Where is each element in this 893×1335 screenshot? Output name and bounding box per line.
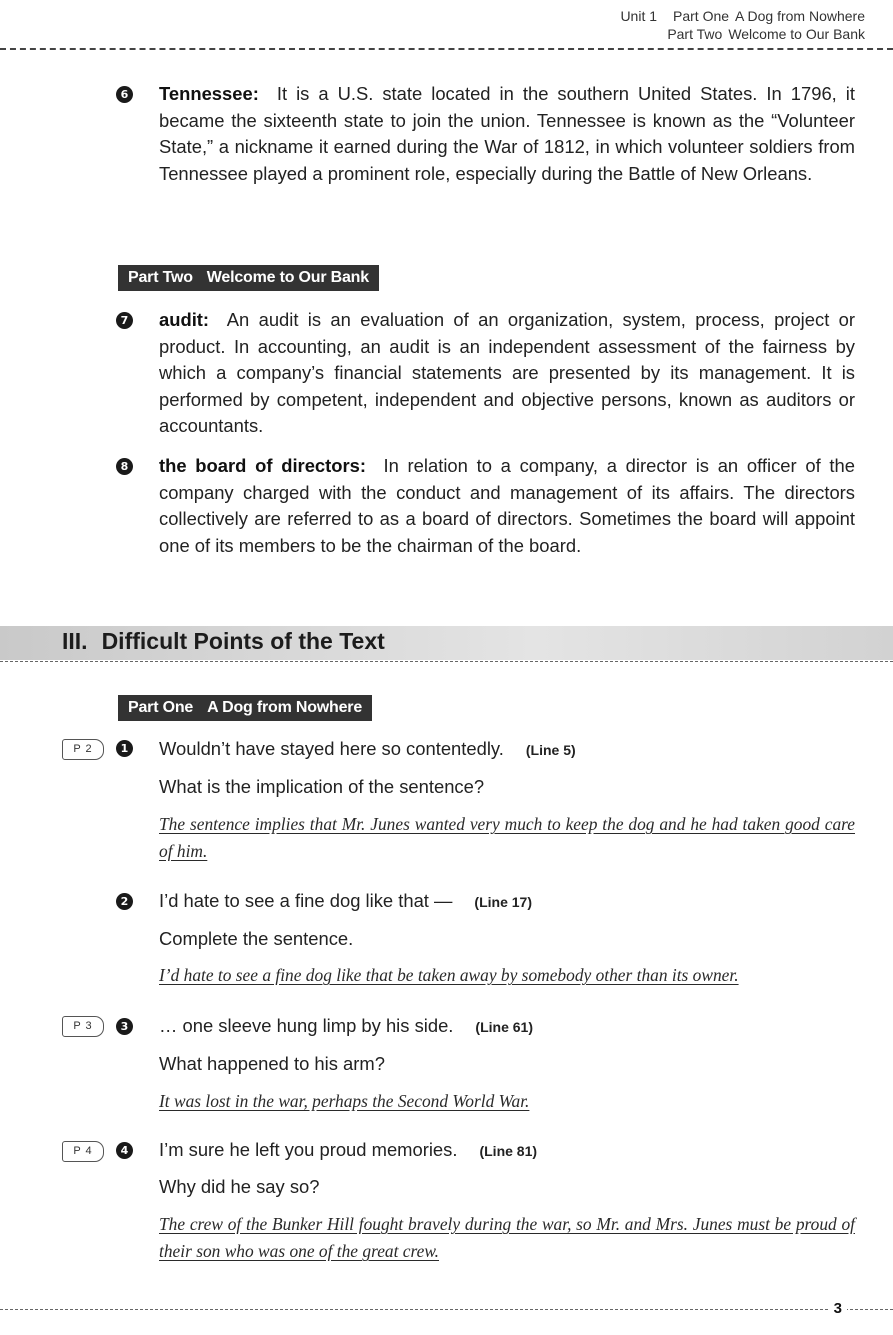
paragraph-tag: P 2 (62, 739, 104, 760)
point-sentence-text: Wouldn’t have stayed here so contentedly. (159, 738, 504, 759)
point-line-ref: (Line 5) (525, 742, 576, 758)
note-tennessee (159, 81, 855, 187)
header-part-two-title: Welcome to Our Bank (728, 26, 865, 42)
point-question: Why did he say so? (159, 1176, 320, 1197)
note-number-badge: 7 (116, 312, 133, 329)
point-question: What is the implication of the sentence? (159, 776, 485, 797)
point-number-badge: 4 (116, 1142, 133, 1159)
section-title: Difficult Points of the Text (101, 628, 385, 654)
section-heading (0, 626, 893, 660)
point-answer: The sentence implies that Mr. Junes wanted very much to keep the dog and he had taken good care of him. (159, 814, 855, 861)
point-sentence-text: … one sleeve hung limp by his side. (159, 1015, 454, 1036)
note-number-badge: 6 (116, 86, 133, 103)
point-question: Complete the sentence. (159, 928, 354, 949)
note-text: In relation to a company, a director is an officer of the company charged with the conduct and management of its affairs. The directors collectively are referred to as a board of directors. Sometimes the board will appoint one of its members to be the chairman of the board. (159, 455, 855, 556)
point-line-ref: (Line 61) (475, 1019, 533, 1035)
running-header (620, 7, 865, 43)
note-text: It is a U.S. state located in the southern United States. In 1796, it became the sixteenth state to join the union. Tennessee is known as the “Volunteer State,” a nickname it earned during the War of 1812, in which volunteer soldiers from Tennessee played a prominent role, especially during the Battle of New Orleans. (159, 83, 855, 184)
point-answer: The crew of the Bunker Hill fought bravely during the war, so Mr. and Mrs. Junes must be proud of their son who was one of the great crew. (159, 1214, 855, 1261)
note-audit (159, 307, 855, 440)
note-number-badge: 8 (116, 458, 133, 475)
header-part-two-label: Part Two (667, 26, 723, 42)
point-question: What happened to his arm? (159, 1053, 385, 1074)
point-number-badge: 1 (116, 740, 133, 757)
point-answer: I’d hate to see a fine dog like that be taken away by somebody other than its owner. (159, 965, 739, 985)
point-number-badge: 3 (116, 1018, 133, 1035)
header-part-one-title: A Dog from Nowhere (735, 8, 865, 24)
note-board-of-directors (159, 453, 855, 559)
banner-title: A Dog from Nowhere (207, 699, 363, 716)
footer-divider (0, 1309, 893, 1310)
paragraph-tag: P 3 (62, 1016, 104, 1037)
note-text: An audit is an evaluation of an organization, system, process, project or product. In accounting, an audit is an independent assessment of the fairness by which a company’s financial statements are presented by its management. It is performed by competent, independent and objective persons, known as auditors or accountants. (159, 309, 855, 437)
header-divider (0, 48, 893, 50)
point-sentence (159, 889, 532, 914)
banner-part-label: Part One (128, 699, 194, 716)
header-part-one-label: Part One (673, 8, 730, 24)
point-number-badge: 2 (116, 893, 133, 910)
point-line-ref: (Line 81) (479, 1143, 538, 1159)
point-sentence-text: I’m sure he left you proud memories. (159, 1139, 458, 1160)
note-term: the board of directors: (159, 455, 367, 476)
point-sentence (159, 737, 576, 762)
point-answer: It was lost in the war, perhaps the Second World War. (159, 1091, 530, 1111)
part-one-banner (118, 695, 372, 721)
point-sentence (159, 1138, 537, 1163)
banner-part-label: Part Two (128, 269, 193, 286)
section-divider (0, 661, 893, 662)
banner-title: Welcome to Our Bank (206, 269, 369, 286)
paragraph-tag: P 4 (62, 1141, 104, 1162)
point-line-ref: (Line 17) (474, 894, 532, 910)
note-term: audit: (159, 309, 210, 330)
page-number: 3 (829, 1300, 847, 1317)
note-term: Tennessee: (159, 83, 259, 104)
point-sentence (159, 1014, 533, 1039)
header-unit: Unit 1 (620, 8, 658, 24)
section-numeral: III. (62, 628, 88, 654)
point-sentence-text: I’d hate to see a fine dog like that — (159, 890, 453, 911)
part-two-banner (118, 265, 379, 291)
